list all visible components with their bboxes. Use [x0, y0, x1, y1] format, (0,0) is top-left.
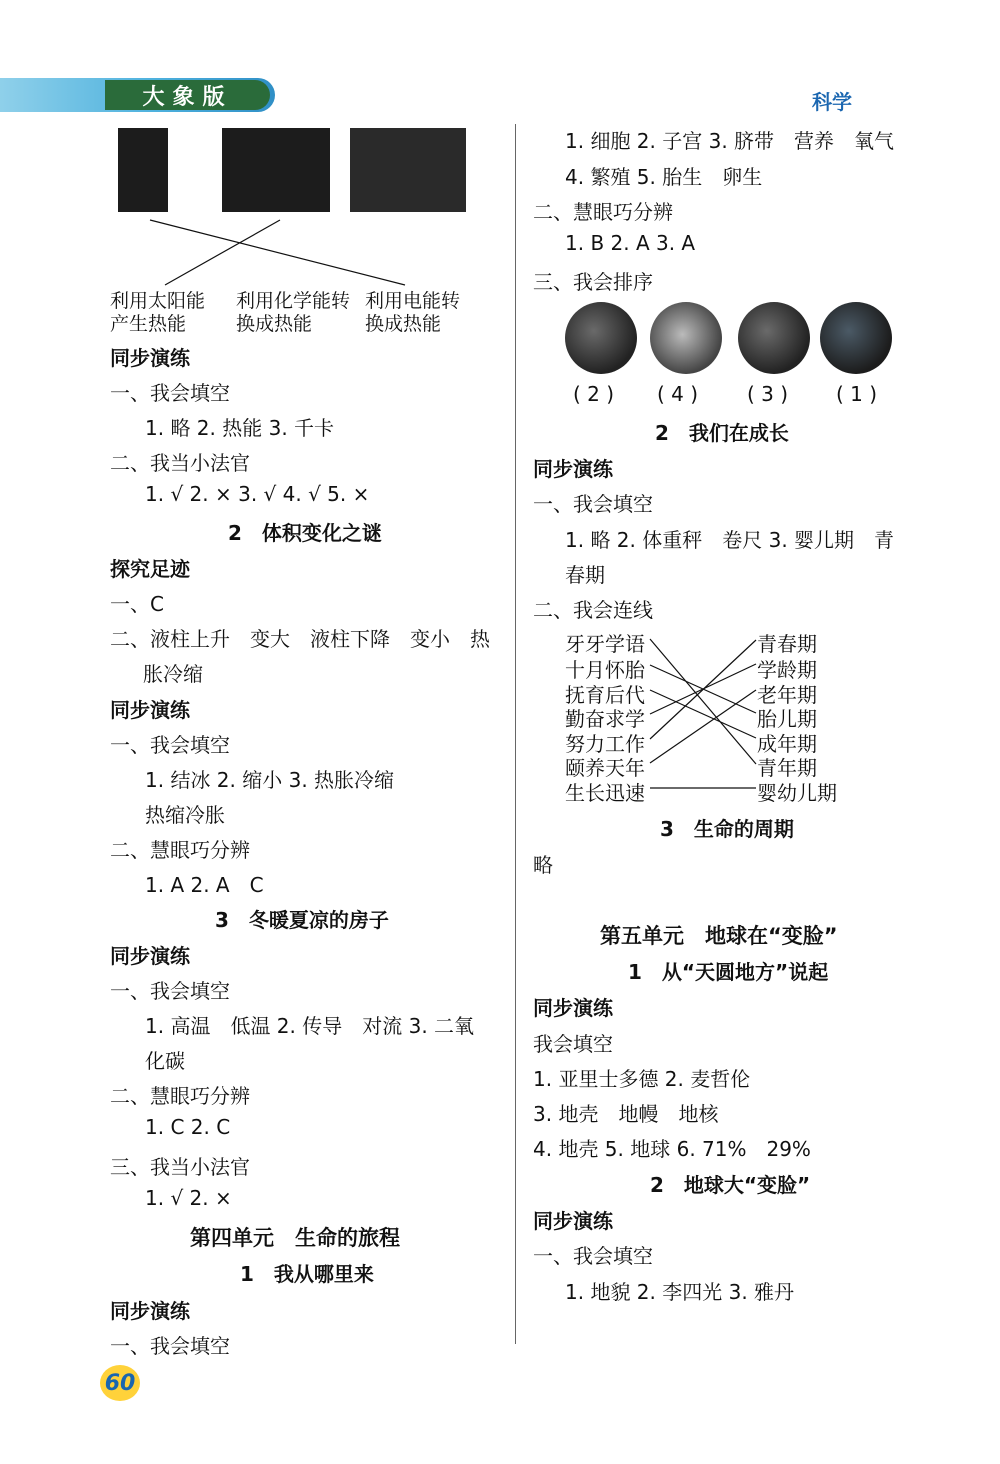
- edition-label: 大象版: [105, 80, 270, 110]
- answer-line: 1. 略 2. 体重秤 卷尺 3. 婴儿期 青: [565, 528, 895, 552]
- match-left-item: 努力工作: [565, 732, 645, 756]
- caption-1a: 利用太阳能: [110, 290, 206, 312]
- section-heading: 探究足迹: [110, 557, 190, 581]
- lesson-title: 2 体积变化之谜: [228, 521, 382, 545]
- answer-line: 1. 地貌 2. 李四光 3. 雅丹: [565, 1280, 795, 1304]
- question-heading: 一、我会填空: [110, 1334, 230, 1358]
- order-label: ( 3 ): [747, 382, 789, 406]
- caption-3b: 换成热能: [365, 313, 442, 335]
- unit-title: 第五单元 地球在“变脸”: [600, 924, 838, 948]
- section-heading: 同步演练: [110, 346, 190, 370]
- question-heading: 二、慧眼巧分辨: [533, 200, 673, 224]
- caption-3a: 利用电能转: [365, 290, 461, 312]
- answer-line: 一、C: [110, 592, 164, 616]
- answer-line: 1. 结冰 2. 缩小 3. 热胀冷缩: [145, 768, 395, 792]
- question-heading: 三、我当小法官: [110, 1155, 250, 1179]
- embryo-image-1: [565, 302, 637, 374]
- answer-line: 热缩冷胀: [145, 803, 225, 827]
- section-heading: 同步演练: [110, 698, 190, 722]
- order-label: ( 1 ): [836, 382, 878, 406]
- question-heading: 二、慧眼巧分辨: [110, 838, 250, 862]
- question-heading: 我会填空: [533, 1032, 613, 1056]
- lesson-title: 3 冬暖夏凉的房子: [215, 908, 389, 932]
- match-left-item: 牙牙学语: [565, 632, 645, 656]
- match-right-item: 青春期: [757, 632, 817, 656]
- answer-line: 1. 亚里士多德 2. 麦哲伦: [533, 1067, 751, 1091]
- answer-line: 1. √ 2. ×: [145, 1186, 232, 1210]
- match-right-item: 成年期: [757, 732, 817, 756]
- lesson-title: 1 从“天圆地方”说起: [628, 960, 829, 984]
- embryo-image-2: [650, 302, 722, 374]
- page-number: 60: [100, 1365, 140, 1401]
- answer-line: 1. 细胞 2. 子宫 3. 脐带 营养 氧气: [565, 129, 895, 153]
- match-right-item: 胎儿期: [757, 707, 817, 731]
- question-heading: 二、我当小法官: [110, 451, 250, 475]
- question-heading: 一、我会填空: [110, 979, 230, 1003]
- section-heading: 同步演练: [110, 944, 190, 968]
- section-heading: 同步演练: [533, 457, 613, 481]
- match-left-item: 颐养天年: [565, 756, 645, 780]
- lesson-title: 3 生命的周期: [660, 817, 794, 841]
- embryo-image-4: [820, 302, 892, 374]
- order-label: ( 4 ): [657, 382, 699, 406]
- question-heading: 一、我会填空: [110, 733, 230, 757]
- answer-line: 二、液柱上升 变大 液柱下降 变小 热: [110, 627, 490, 651]
- lesson-title: 2 地球大“变脸”: [650, 1173, 811, 1197]
- match-left-item: 抚育后代: [565, 683, 645, 707]
- lesson-title: 1 我从哪里来: [240, 1262, 374, 1286]
- answer-line: 胀冷缩: [143, 662, 203, 686]
- question-heading: 二、我会连线: [533, 598, 653, 622]
- answer-line: 化碳: [145, 1049, 185, 1073]
- answer-line: 4. 繁殖 5. 胎生 卵生: [565, 165, 763, 189]
- answer-line: 1. 略 2. 热能 3. 千卡: [145, 416, 335, 440]
- embryo-image-3: [738, 302, 810, 374]
- section-heading: 同步演练: [533, 996, 613, 1020]
- answer-line: 1. C 2. C: [145, 1115, 231, 1139]
- match-left-item: 生长迅速: [565, 781, 645, 805]
- caption-1b: 产生热能: [110, 313, 187, 335]
- question-heading: 一、我会填空: [533, 1244, 653, 1268]
- answer-line: 略: [533, 853, 553, 877]
- match-right-item: 老年期: [757, 683, 817, 707]
- question-heading: 二、慧眼巧分辨: [110, 1084, 250, 1108]
- match-right-item: 婴幼儿期: [757, 781, 837, 805]
- answer-line: 3. 地壳 地幔 地核: [533, 1102, 719, 1126]
- section-heading: 同步演练: [533, 1209, 613, 1233]
- answer-line: 1. B 2. A 3. A: [565, 231, 696, 255]
- caption-2b: 换成热能: [236, 313, 313, 335]
- answer-line: 1. 高温 低温 2. 传导 对流 3. 二氧: [145, 1014, 475, 1038]
- match-left-item: 十月怀胎: [565, 658, 645, 682]
- answer-line: 春期: [565, 563, 605, 587]
- question-heading: 三、我会排序: [533, 270, 653, 294]
- answer-line: 1. √ 2. × 3. √ 4. √ 5. ×: [145, 482, 370, 506]
- section-heading: 同步演练: [110, 1299, 190, 1323]
- match-right-item: 青年期: [757, 756, 817, 780]
- lesson-title: 2 我们在成长: [655, 421, 789, 445]
- caption-2a: 利用化学能转: [236, 290, 351, 312]
- question-heading: 一、我会填空: [110, 381, 230, 405]
- question-heading: 一、我会填空: [533, 492, 653, 516]
- match-left-item: 勤奋求学: [565, 707, 645, 731]
- answer-line: 1. A 2. A C: [145, 873, 264, 897]
- order-label: ( 2 ): [573, 382, 615, 406]
- subject-label: 科学: [812, 90, 852, 114]
- answer-line: 4. 地壳 5. 地球 6. 71% 29%: [533, 1137, 811, 1161]
- unit-title: 第四单元 生命的旅程: [190, 1226, 400, 1250]
- match-right-item: 学龄期: [757, 658, 817, 682]
